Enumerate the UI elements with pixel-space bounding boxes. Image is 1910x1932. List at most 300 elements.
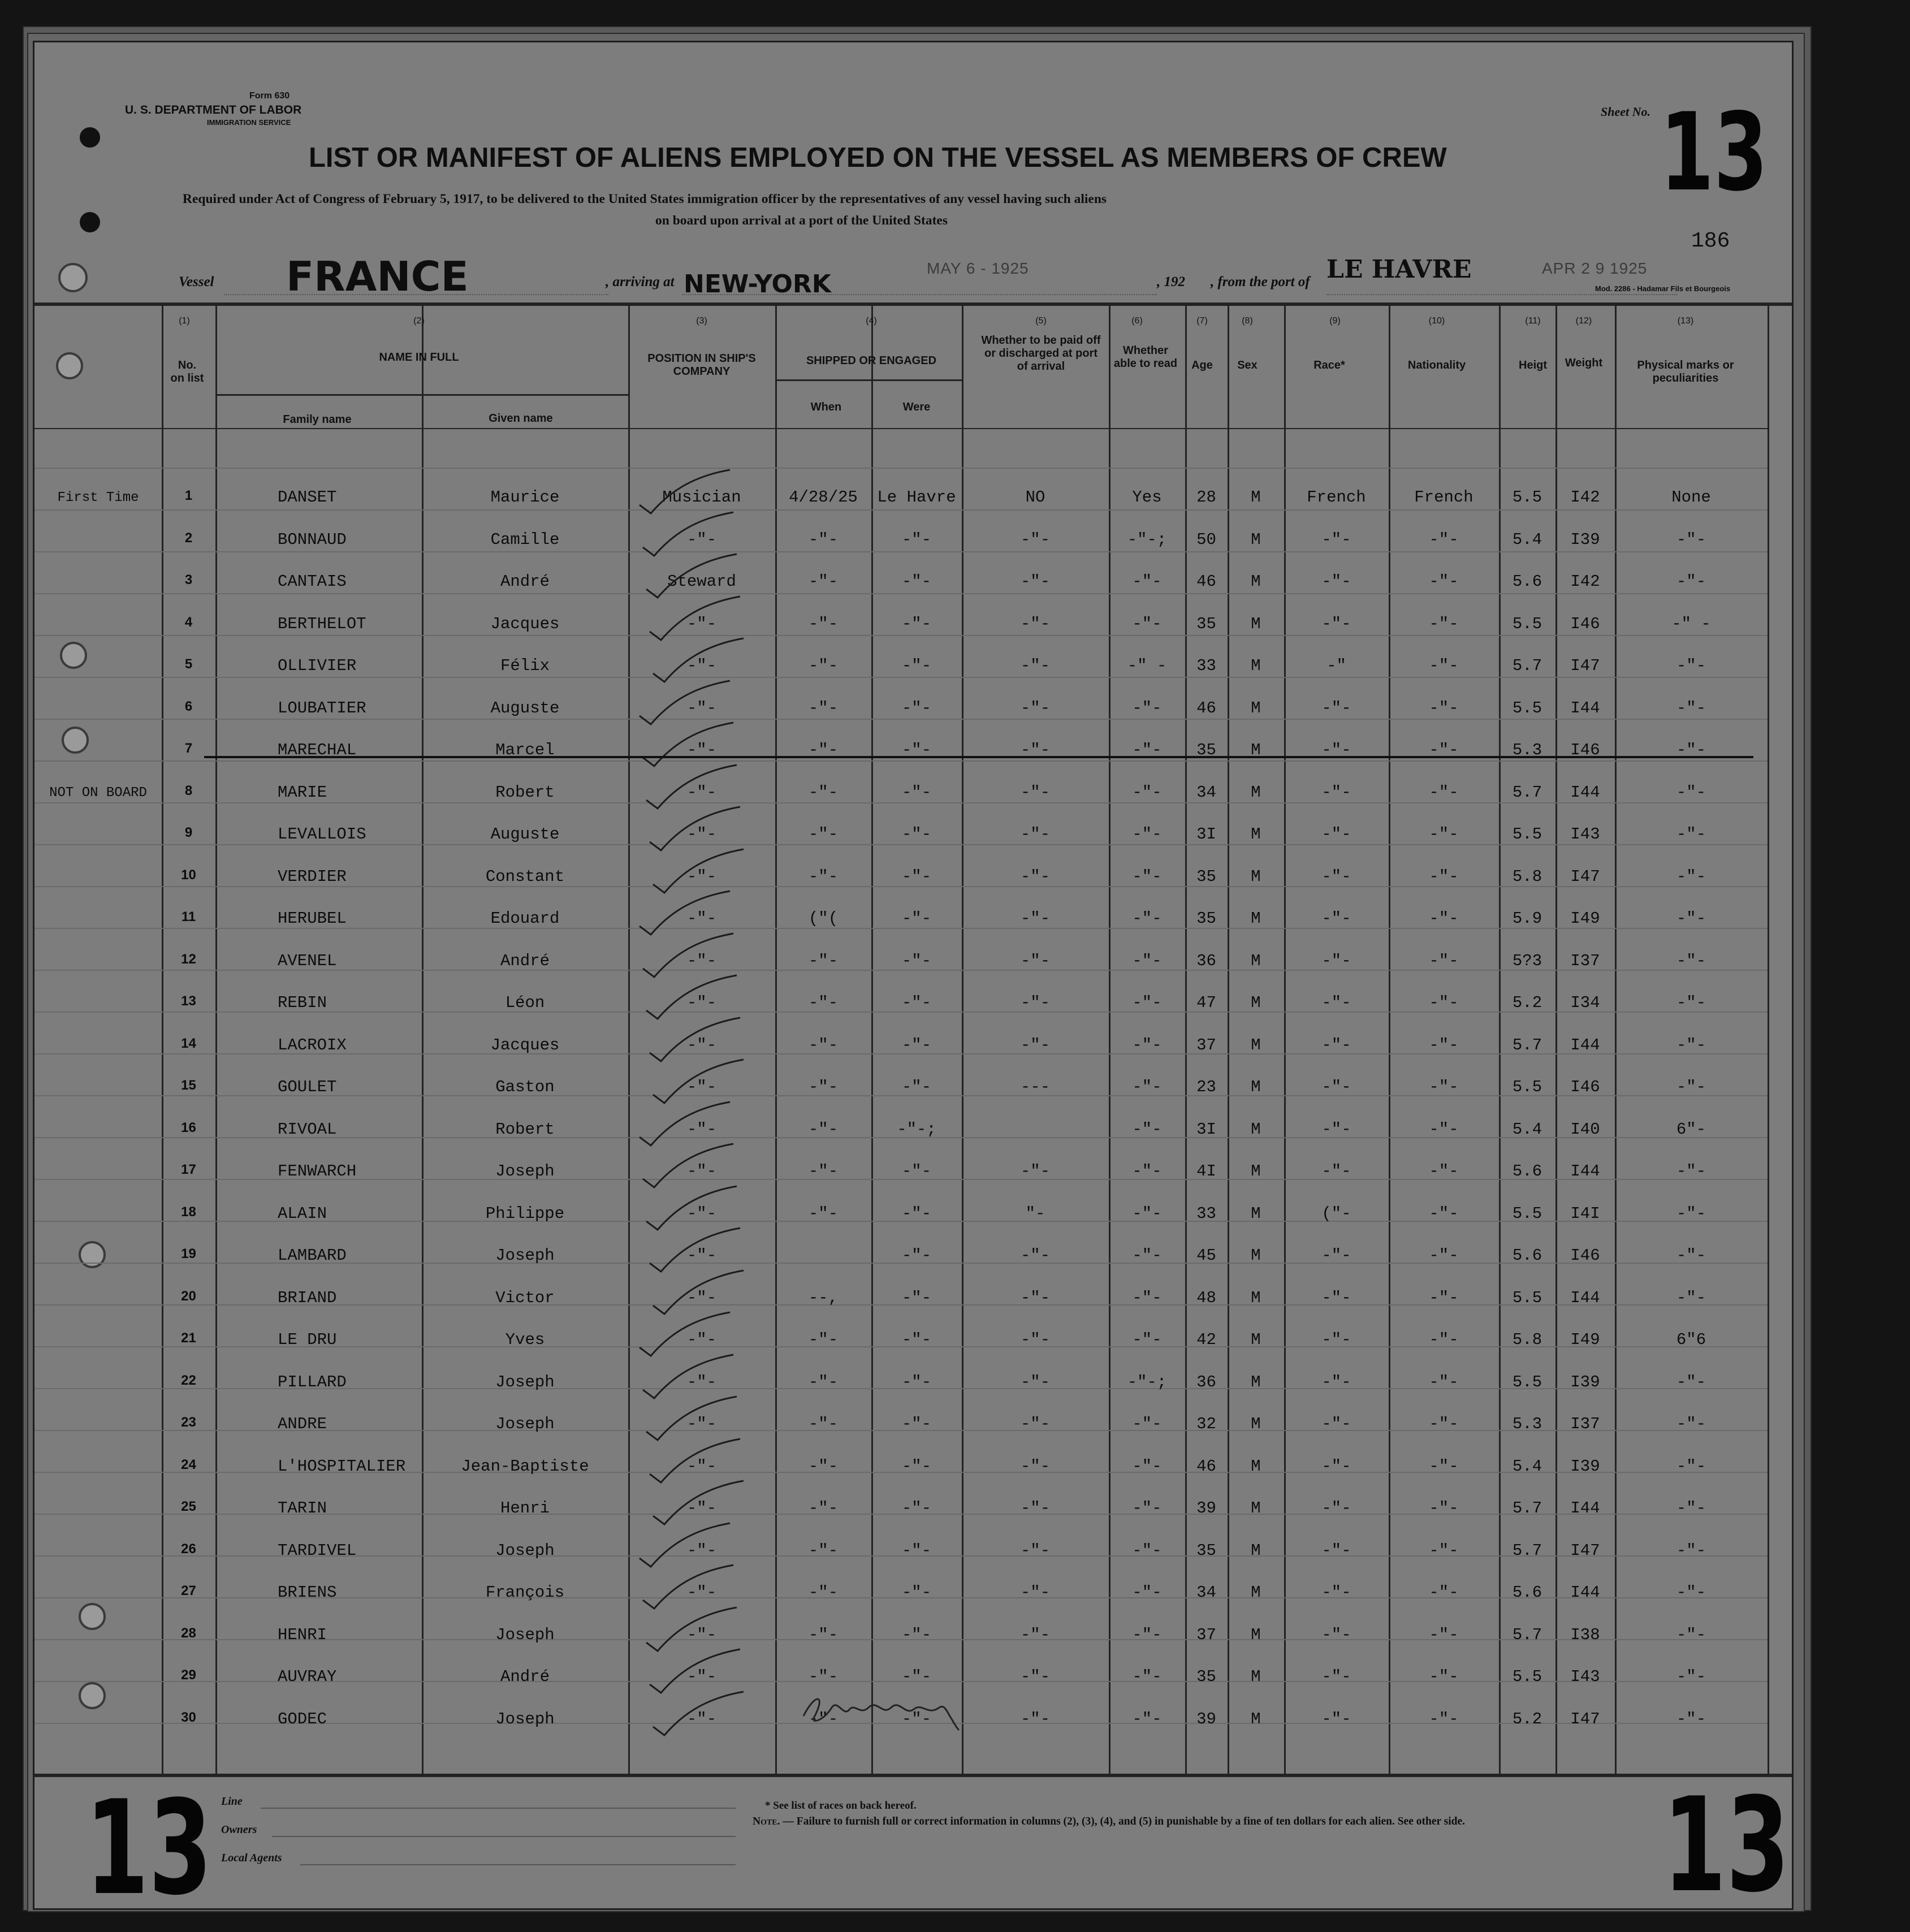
cell-no: 30 bbox=[181, 1709, 196, 1725]
cell-age: 35 bbox=[1196, 1541, 1216, 1560]
cell-given: Joseph bbox=[495, 1372, 555, 1391]
cell-no: 11 bbox=[181, 909, 196, 924]
cell-position: -"- bbox=[686, 867, 717, 886]
cell-weight: I39 bbox=[1570, 1456, 1600, 1476]
cell-age: 23 bbox=[1196, 1078, 1216, 1096]
cell-were: -"- bbox=[901, 1330, 932, 1349]
punch-hole bbox=[62, 727, 89, 754]
cell-marks: -"- bbox=[1676, 1709, 1706, 1728]
cell-when: -"- bbox=[808, 1162, 839, 1181]
cell-given: Victor bbox=[495, 1288, 555, 1307]
cell-paid: -"- bbox=[1020, 1162, 1051, 1181]
corner-number-left: 13 bbox=[85, 1773, 213, 1910]
cell-were: -"- bbox=[901, 1246, 932, 1265]
cell-height: 5.8 bbox=[1512, 1330, 1542, 1349]
cell-race: -"- bbox=[1321, 530, 1351, 549]
cell-weight: I47 bbox=[1570, 1541, 1600, 1560]
col-head-read: Whether able to read bbox=[1113, 344, 1178, 370]
cell-read: -"- bbox=[1132, 867, 1162, 886]
cell-no: 25 bbox=[181, 1499, 196, 1514]
cell-height: 5.6 bbox=[1512, 1162, 1542, 1181]
cell-position: -"- bbox=[686, 1288, 717, 1307]
cell-weight: I40 bbox=[1570, 1120, 1600, 1139]
cell-were: -"- bbox=[901, 614, 932, 633]
cell-marks: None bbox=[1671, 488, 1711, 507]
cell-race: -"- bbox=[1321, 1120, 1351, 1139]
col-num-7: (7) bbox=[1196, 316, 1208, 326]
cell-read: -"- bbox=[1132, 1330, 1162, 1349]
cell-position: -"- bbox=[686, 1709, 717, 1728]
cell-read: -"- bbox=[1132, 825, 1162, 844]
cell-given: Jacques bbox=[490, 1035, 560, 1054]
form-number: Form 630 bbox=[249, 91, 290, 101]
punch-hole bbox=[56, 352, 83, 379]
cell-marks: -"- bbox=[1676, 993, 1706, 1012]
cell-marks: 6"- bbox=[1676, 1120, 1706, 1139]
cell-position: -"- bbox=[686, 783, 717, 802]
cell-paid: -"- bbox=[1020, 1246, 1051, 1265]
cell-family: VERDIER bbox=[278, 867, 347, 886]
cell-weight: I44 bbox=[1570, 1035, 1600, 1054]
cell-read: -"- bbox=[1132, 1541, 1162, 1560]
cell-when: -"- bbox=[808, 1330, 839, 1349]
cell-nationality: -"- bbox=[1429, 1035, 1459, 1054]
cell-nationality: -"- bbox=[1429, 1499, 1459, 1518]
cell-given: André bbox=[500, 1667, 550, 1686]
punch-hole bbox=[80, 212, 100, 232]
cell-no: 29 bbox=[181, 1667, 196, 1683]
cell-marks: -"- bbox=[1676, 783, 1706, 802]
cell-race: -"- bbox=[1321, 1162, 1351, 1181]
cell-age: 36 bbox=[1196, 951, 1216, 970]
cell-no: 28 bbox=[181, 1625, 196, 1641]
cell-weight: I47 bbox=[1570, 1709, 1600, 1728]
col-num-2: (2) bbox=[413, 316, 425, 326]
cell-weight: I39 bbox=[1570, 1372, 1600, 1391]
cell-age: 3I bbox=[1196, 1120, 1216, 1139]
cell-given: Jean-Baptiste bbox=[461, 1456, 589, 1476]
cell-height: 5.6 bbox=[1512, 1246, 1542, 1265]
cell-read: -"- bbox=[1132, 1246, 1162, 1265]
cell-no: 19 bbox=[181, 1246, 196, 1261]
col-num-8: (8) bbox=[1242, 316, 1253, 326]
cell-age: 35 bbox=[1196, 909, 1216, 928]
line-underline bbox=[261, 1808, 736, 1809]
cell-when: ("( bbox=[808, 909, 839, 928]
cell-marks: -"- bbox=[1676, 1204, 1706, 1223]
cell-nationality: -"- bbox=[1429, 1330, 1459, 1349]
cell-sex: M bbox=[1251, 488, 1261, 507]
cell-marks: -"- bbox=[1676, 1415, 1706, 1433]
table-bottom-border bbox=[34, 1774, 1792, 1777]
cell-marks: -"- bbox=[1676, 1288, 1706, 1307]
cell-family: BRIAND bbox=[278, 1288, 337, 1307]
cell-position: -"- bbox=[686, 1120, 717, 1139]
cell-family: GODEC bbox=[278, 1709, 327, 1728]
cell-when: -"- bbox=[808, 783, 839, 802]
cell-no: 17 bbox=[181, 1162, 196, 1177]
cell-race: -"- bbox=[1321, 1078, 1351, 1096]
local-agents-label: Local Agents bbox=[221, 1852, 282, 1864]
cell-sex: M bbox=[1251, 530, 1261, 549]
vessel-label: Vessel bbox=[179, 274, 214, 289]
cell-marks: -"- bbox=[1676, 825, 1706, 844]
cell-given: Robert bbox=[495, 1120, 555, 1139]
row-rule bbox=[34, 468, 1768, 469]
col-num-4: (4) bbox=[866, 316, 877, 326]
cell-age: 39 bbox=[1196, 1499, 1216, 1518]
cell-note: First Time bbox=[57, 490, 139, 505]
punch-hole bbox=[79, 1241, 106, 1268]
cell-weight: I49 bbox=[1570, 1330, 1600, 1349]
col-head-height: Heigt bbox=[1519, 359, 1547, 371]
cell-when: -"- bbox=[808, 1415, 839, 1433]
cell-no: 16 bbox=[181, 1120, 196, 1135]
cell-marks: -"- bbox=[1676, 1246, 1706, 1265]
cell-weight: I47 bbox=[1570, 867, 1600, 886]
cell-were: -"-; bbox=[897, 1120, 936, 1139]
cell-no: 7 bbox=[184, 741, 193, 756]
department-name: U. S. DEPARTMENT OF LABOR bbox=[125, 103, 302, 116]
cell-race: -"- bbox=[1321, 1499, 1351, 1518]
cell-paid: -"- bbox=[1020, 741, 1051, 759]
cell-nationality: -"- bbox=[1429, 1246, 1459, 1265]
cell-given: Marcel bbox=[495, 741, 555, 759]
cell-marks: -"- bbox=[1676, 1541, 1706, 1560]
cell-when: -"- bbox=[808, 698, 839, 718]
cell-height: 5.5 bbox=[1512, 698, 1542, 718]
cell-family: LOUBATIER bbox=[278, 698, 366, 718]
cell-marks: -"- bbox=[1676, 1583, 1706, 1602]
cell-were: -"- bbox=[901, 1456, 932, 1476]
cell-height: 5.5 bbox=[1512, 614, 1542, 633]
cell-sex: M bbox=[1251, 1709, 1261, 1728]
note-text: — Failure to furnish full or correct information in columns (2), (3), (4), and (5) in punishable by a fine of ten dollars for each alien. See other side. bbox=[780, 1816, 1466, 1827]
cell-sex: M bbox=[1251, 993, 1261, 1012]
cell-were: -"- bbox=[901, 1035, 932, 1054]
cell-family: OLLIVIER bbox=[278, 656, 357, 675]
cell-family: LE DRU bbox=[278, 1330, 337, 1349]
cell-no: 4 bbox=[184, 614, 193, 630]
cell-sex: M bbox=[1251, 951, 1261, 970]
cell-sex: M bbox=[1251, 614, 1261, 633]
cell-marks: -"- bbox=[1676, 656, 1706, 675]
row-rule bbox=[34, 760, 1768, 762]
col-num-9: (9) bbox=[1329, 316, 1341, 326]
cell-height: 5.3 bbox=[1512, 1415, 1542, 1433]
cell-when: -"- bbox=[808, 1583, 839, 1602]
cell-when: -"- bbox=[808, 1078, 839, 1096]
cell-given: Joseph bbox=[495, 1541, 555, 1560]
col-head-when: When bbox=[810, 401, 842, 413]
row-rule bbox=[34, 593, 1768, 594]
cell-were: -"- bbox=[901, 1583, 932, 1602]
cell-height: 5.7 bbox=[1512, 1625, 1542, 1644]
cell-paid: -"- bbox=[1020, 1583, 1051, 1602]
check-mark-icon bbox=[647, 1687, 749, 1738]
cell-age: 46 bbox=[1196, 1456, 1216, 1476]
cell-position: -"- bbox=[686, 825, 717, 844]
row-rule bbox=[34, 886, 1768, 887]
col-num-5: (5) bbox=[1035, 316, 1047, 326]
cell-read: -"- bbox=[1132, 741, 1162, 759]
cell-nationality: -"- bbox=[1429, 1162, 1459, 1181]
cell-family: LACROIX bbox=[278, 1035, 347, 1054]
cell-nationality: -"- bbox=[1429, 951, 1459, 970]
cell-race: -"- bbox=[1321, 1330, 1351, 1349]
cell-race: -" bbox=[1326, 656, 1346, 675]
cell-nationality: -"- bbox=[1429, 530, 1459, 549]
cell-family: MARIE bbox=[278, 783, 327, 802]
vessel-name: FRANCE bbox=[286, 253, 469, 300]
cell-nationality: -"- bbox=[1429, 1667, 1459, 1686]
col-num-12: (12) bbox=[1575, 316, 1592, 326]
cell-race: -"- bbox=[1321, 993, 1351, 1012]
cell-given: Maurice bbox=[490, 488, 560, 507]
cell-age: 35 bbox=[1196, 1667, 1216, 1686]
cell-read: -"- bbox=[1132, 698, 1162, 718]
cell-no: 27 bbox=[181, 1583, 196, 1598]
cell-were: -"- bbox=[901, 572, 932, 591]
from-port-underline bbox=[1326, 294, 1677, 295]
cell-given: Jacques bbox=[490, 614, 560, 633]
arrival-port: NEW-YORK bbox=[684, 270, 831, 299]
cell-family: ANDRE bbox=[278, 1415, 327, 1433]
cell-read: -" - bbox=[1127, 656, 1167, 675]
cell-age: 33 bbox=[1196, 1204, 1216, 1223]
cell-age: 35 bbox=[1196, 614, 1216, 633]
cell-nationality: -"- bbox=[1429, 1288, 1459, 1307]
row-rule bbox=[34, 928, 1768, 929]
cell-were: -"- bbox=[901, 1667, 932, 1686]
cell-weight: I46 bbox=[1570, 741, 1600, 759]
cell-family: ALAIN bbox=[278, 1204, 327, 1223]
cell-nationality: -"- bbox=[1429, 1456, 1459, 1476]
cell-race: -"- bbox=[1321, 1583, 1351, 1602]
cell-family: TARDIVEL bbox=[278, 1541, 357, 1560]
cell-sex: M bbox=[1251, 1372, 1261, 1391]
cell-nationality: -"- bbox=[1429, 1541, 1459, 1560]
cell-sex: M bbox=[1251, 1162, 1261, 1181]
cell-weight: I44 bbox=[1570, 783, 1600, 802]
cell-height: 5.7 bbox=[1512, 656, 1542, 675]
cell-age: 28 bbox=[1196, 488, 1216, 507]
cell-read: -"- bbox=[1132, 1162, 1162, 1181]
line-label: Line bbox=[221, 1795, 243, 1808]
cell-position: -"- bbox=[686, 1330, 717, 1349]
col-num-11: (11) bbox=[1525, 316, 1541, 326]
race-footnote: * See list of races on back hereof. bbox=[765, 1800, 917, 1812]
cell-age: 34 bbox=[1196, 1583, 1216, 1602]
cell-were: -"- bbox=[901, 1078, 932, 1096]
cell-read: -"- bbox=[1132, 1415, 1162, 1433]
cell-when: -"- bbox=[808, 1499, 839, 1518]
cell-race: French bbox=[1307, 488, 1366, 507]
cell-marks: -"- bbox=[1676, 698, 1706, 718]
cell-given: André bbox=[500, 572, 550, 591]
cell-position: -"- bbox=[686, 1667, 717, 1686]
cell-marks: -"- bbox=[1676, 867, 1706, 886]
cell-paid: -"- bbox=[1020, 951, 1051, 970]
cell-family: BONNAUD bbox=[278, 530, 347, 549]
cell-read: -"-; bbox=[1127, 530, 1167, 549]
note-label: Note. bbox=[753, 1816, 780, 1827]
cell-nationality: -"- bbox=[1429, 698, 1459, 718]
cell-nationality: -"- bbox=[1429, 909, 1459, 928]
cell-race: -"- bbox=[1321, 1035, 1351, 1054]
cell-race: -"- bbox=[1321, 1288, 1351, 1307]
cell-race: -"- bbox=[1321, 1625, 1351, 1644]
row-rule bbox=[34, 677, 1768, 678]
cell-paid: -"- bbox=[1020, 783, 1051, 802]
cell-read: -"- bbox=[1132, 614, 1162, 633]
cell-family: DANSET bbox=[278, 488, 337, 507]
cell-height: 5.7 bbox=[1512, 1499, 1542, 1518]
cell-when: -"- bbox=[808, 572, 839, 591]
owners-underline bbox=[272, 1836, 736, 1837]
cell-sex: M bbox=[1251, 825, 1261, 844]
arriving-label: , arriving at bbox=[606, 274, 675, 289]
cell-family: BRIENS bbox=[278, 1583, 337, 1602]
cell-were: -"- bbox=[901, 993, 932, 1012]
row-rule bbox=[34, 635, 1768, 636]
cell-age: 37 bbox=[1196, 1035, 1216, 1054]
cell-race: -"- bbox=[1321, 1709, 1351, 1728]
cell-position: Musician bbox=[662, 488, 741, 507]
cell-height: 5.6 bbox=[1512, 572, 1542, 591]
cell-age: 46 bbox=[1196, 698, 1216, 718]
cell-paid: NO bbox=[1025, 488, 1045, 507]
document-title: LIST OR MANIFEST OF ALIENS EMPLOYED ON THE VESSEL AS MEMBERS OF CREW bbox=[309, 142, 1447, 173]
cell-when: --, bbox=[808, 1288, 839, 1307]
year-label: , 192 bbox=[1157, 274, 1185, 289]
cell-no: 12 bbox=[181, 951, 196, 967]
cell-read: -"- bbox=[1132, 1583, 1162, 1602]
col-head-weight: Weight bbox=[1565, 357, 1603, 369]
cell-were: -"- bbox=[901, 530, 932, 549]
cell-age: 4I bbox=[1196, 1162, 1216, 1181]
cell-age: 35 bbox=[1196, 741, 1216, 759]
cell-were: -"- bbox=[901, 1372, 932, 1391]
arrival-underline bbox=[682, 294, 1157, 295]
cell-race: -"- bbox=[1321, 951, 1351, 970]
cell-weight: I42 bbox=[1570, 488, 1600, 507]
cell-race: -"- bbox=[1321, 741, 1351, 759]
cell-family: AVENEL bbox=[278, 951, 337, 970]
cell-sex: M bbox=[1251, 1499, 1261, 1518]
cell-given: Robert bbox=[495, 783, 555, 802]
cell-read: -"- bbox=[1132, 1035, 1162, 1054]
cell-family: BERTHELOT bbox=[278, 614, 366, 633]
cell-paid: -"- bbox=[1020, 698, 1051, 718]
cell-height: 5.6 bbox=[1512, 1583, 1542, 1602]
cell-position: -"- bbox=[686, 741, 717, 759]
cell-no: 8 bbox=[184, 783, 193, 798]
col-head-shipped: SHIPPED OR ENGAGED bbox=[806, 355, 937, 367]
cell-race: -"- bbox=[1321, 1415, 1351, 1433]
cell-given: Camille bbox=[490, 530, 560, 549]
cell-paid: -"- bbox=[1020, 1499, 1051, 1518]
cell-race: -"- bbox=[1321, 867, 1351, 886]
cell-marks: -"- bbox=[1676, 741, 1706, 759]
cell-were: -"- bbox=[901, 867, 932, 886]
cell-sex: M bbox=[1251, 1625, 1261, 1644]
cell-sex: M bbox=[1251, 656, 1261, 675]
cell-race: -"- bbox=[1321, 614, 1351, 633]
cell-position: -"- bbox=[686, 1035, 717, 1054]
cell-no: 9 bbox=[184, 825, 193, 840]
cell-were: -"- bbox=[901, 825, 932, 844]
cell-paid: -"- bbox=[1020, 993, 1051, 1012]
col-num-13: (13) bbox=[1677, 316, 1694, 326]
col-head-paid-off: Whether to be paid off or discharged at port of arrival bbox=[981, 334, 1101, 373]
cell-no: 6 bbox=[184, 698, 193, 714]
cell-when: -"- bbox=[808, 1372, 839, 1391]
punch-hole bbox=[58, 263, 88, 292]
departure-date-stamp: APR 2 9 1925 bbox=[1542, 260, 1648, 277]
cell-age: 50 bbox=[1196, 530, 1216, 549]
cell-race: -"- bbox=[1321, 783, 1351, 802]
cell-sex: M bbox=[1251, 1456, 1261, 1476]
col-head-no: No. on list bbox=[170, 359, 204, 384]
cell-no: 24 bbox=[181, 1456, 196, 1472]
cell-marks: -"- bbox=[1676, 1456, 1706, 1476]
cell-sex: M bbox=[1251, 1667, 1261, 1686]
col-head-race: Race* bbox=[1313, 359, 1345, 371]
officer-signature bbox=[792, 1682, 973, 1733]
cell-read: -"-; bbox=[1127, 1372, 1167, 1391]
cell-sex: M bbox=[1251, 1078, 1261, 1096]
cell-were: -"- bbox=[901, 951, 932, 970]
cell-height: 5.5 bbox=[1512, 1204, 1542, 1223]
cell-position: -"- bbox=[686, 1499, 717, 1518]
cell-read: -"- bbox=[1132, 783, 1162, 802]
cell-weight: I44 bbox=[1570, 1499, 1600, 1518]
cell-age: 36 bbox=[1196, 1372, 1216, 1391]
sheet-label: Sheet No. bbox=[1601, 105, 1650, 119]
cell-weight: I49 bbox=[1570, 909, 1600, 928]
cell-position: -"- bbox=[686, 698, 717, 718]
cell-no: 10 bbox=[181, 867, 196, 883]
cell-nationality: -"- bbox=[1429, 1415, 1459, 1433]
cell-given: André bbox=[500, 951, 550, 970]
cell-no: 5 bbox=[184, 656, 193, 672]
cell-nationality: French bbox=[1414, 488, 1473, 507]
cell-height: 5.8 bbox=[1512, 867, 1542, 886]
cell-no: 1 bbox=[184, 488, 193, 503]
cell-family: FENWARCH bbox=[278, 1162, 357, 1181]
row-rule bbox=[34, 551, 1768, 552]
cell-race: ("- bbox=[1321, 1204, 1351, 1223]
cell-height: 5.3 bbox=[1512, 741, 1542, 759]
service-name: IMMIGRATION SERVICE bbox=[207, 118, 291, 127]
cell-weight: I39 bbox=[1570, 530, 1600, 549]
cell-position: -"- bbox=[686, 1625, 717, 1644]
cell-given: Gaston bbox=[495, 1078, 555, 1096]
cell-nationality: -"- bbox=[1429, 614, 1459, 633]
cell-marks: -"- bbox=[1676, 1162, 1706, 1181]
col-head-were: Were bbox=[902, 401, 931, 413]
cell-position: -"- bbox=[686, 1162, 717, 1181]
cell-family: HENRI bbox=[278, 1625, 327, 1644]
cell-nationality: -"- bbox=[1429, 825, 1459, 844]
cell-given: Joseph bbox=[495, 1709, 555, 1728]
cell-height: 5.4 bbox=[1512, 1120, 1542, 1139]
from-port: LE HAVRE bbox=[1326, 255, 1472, 284]
row-rule bbox=[34, 844, 1768, 845]
cell-given: Auguste bbox=[490, 698, 560, 718]
cell-paid: -"- bbox=[1020, 909, 1051, 928]
